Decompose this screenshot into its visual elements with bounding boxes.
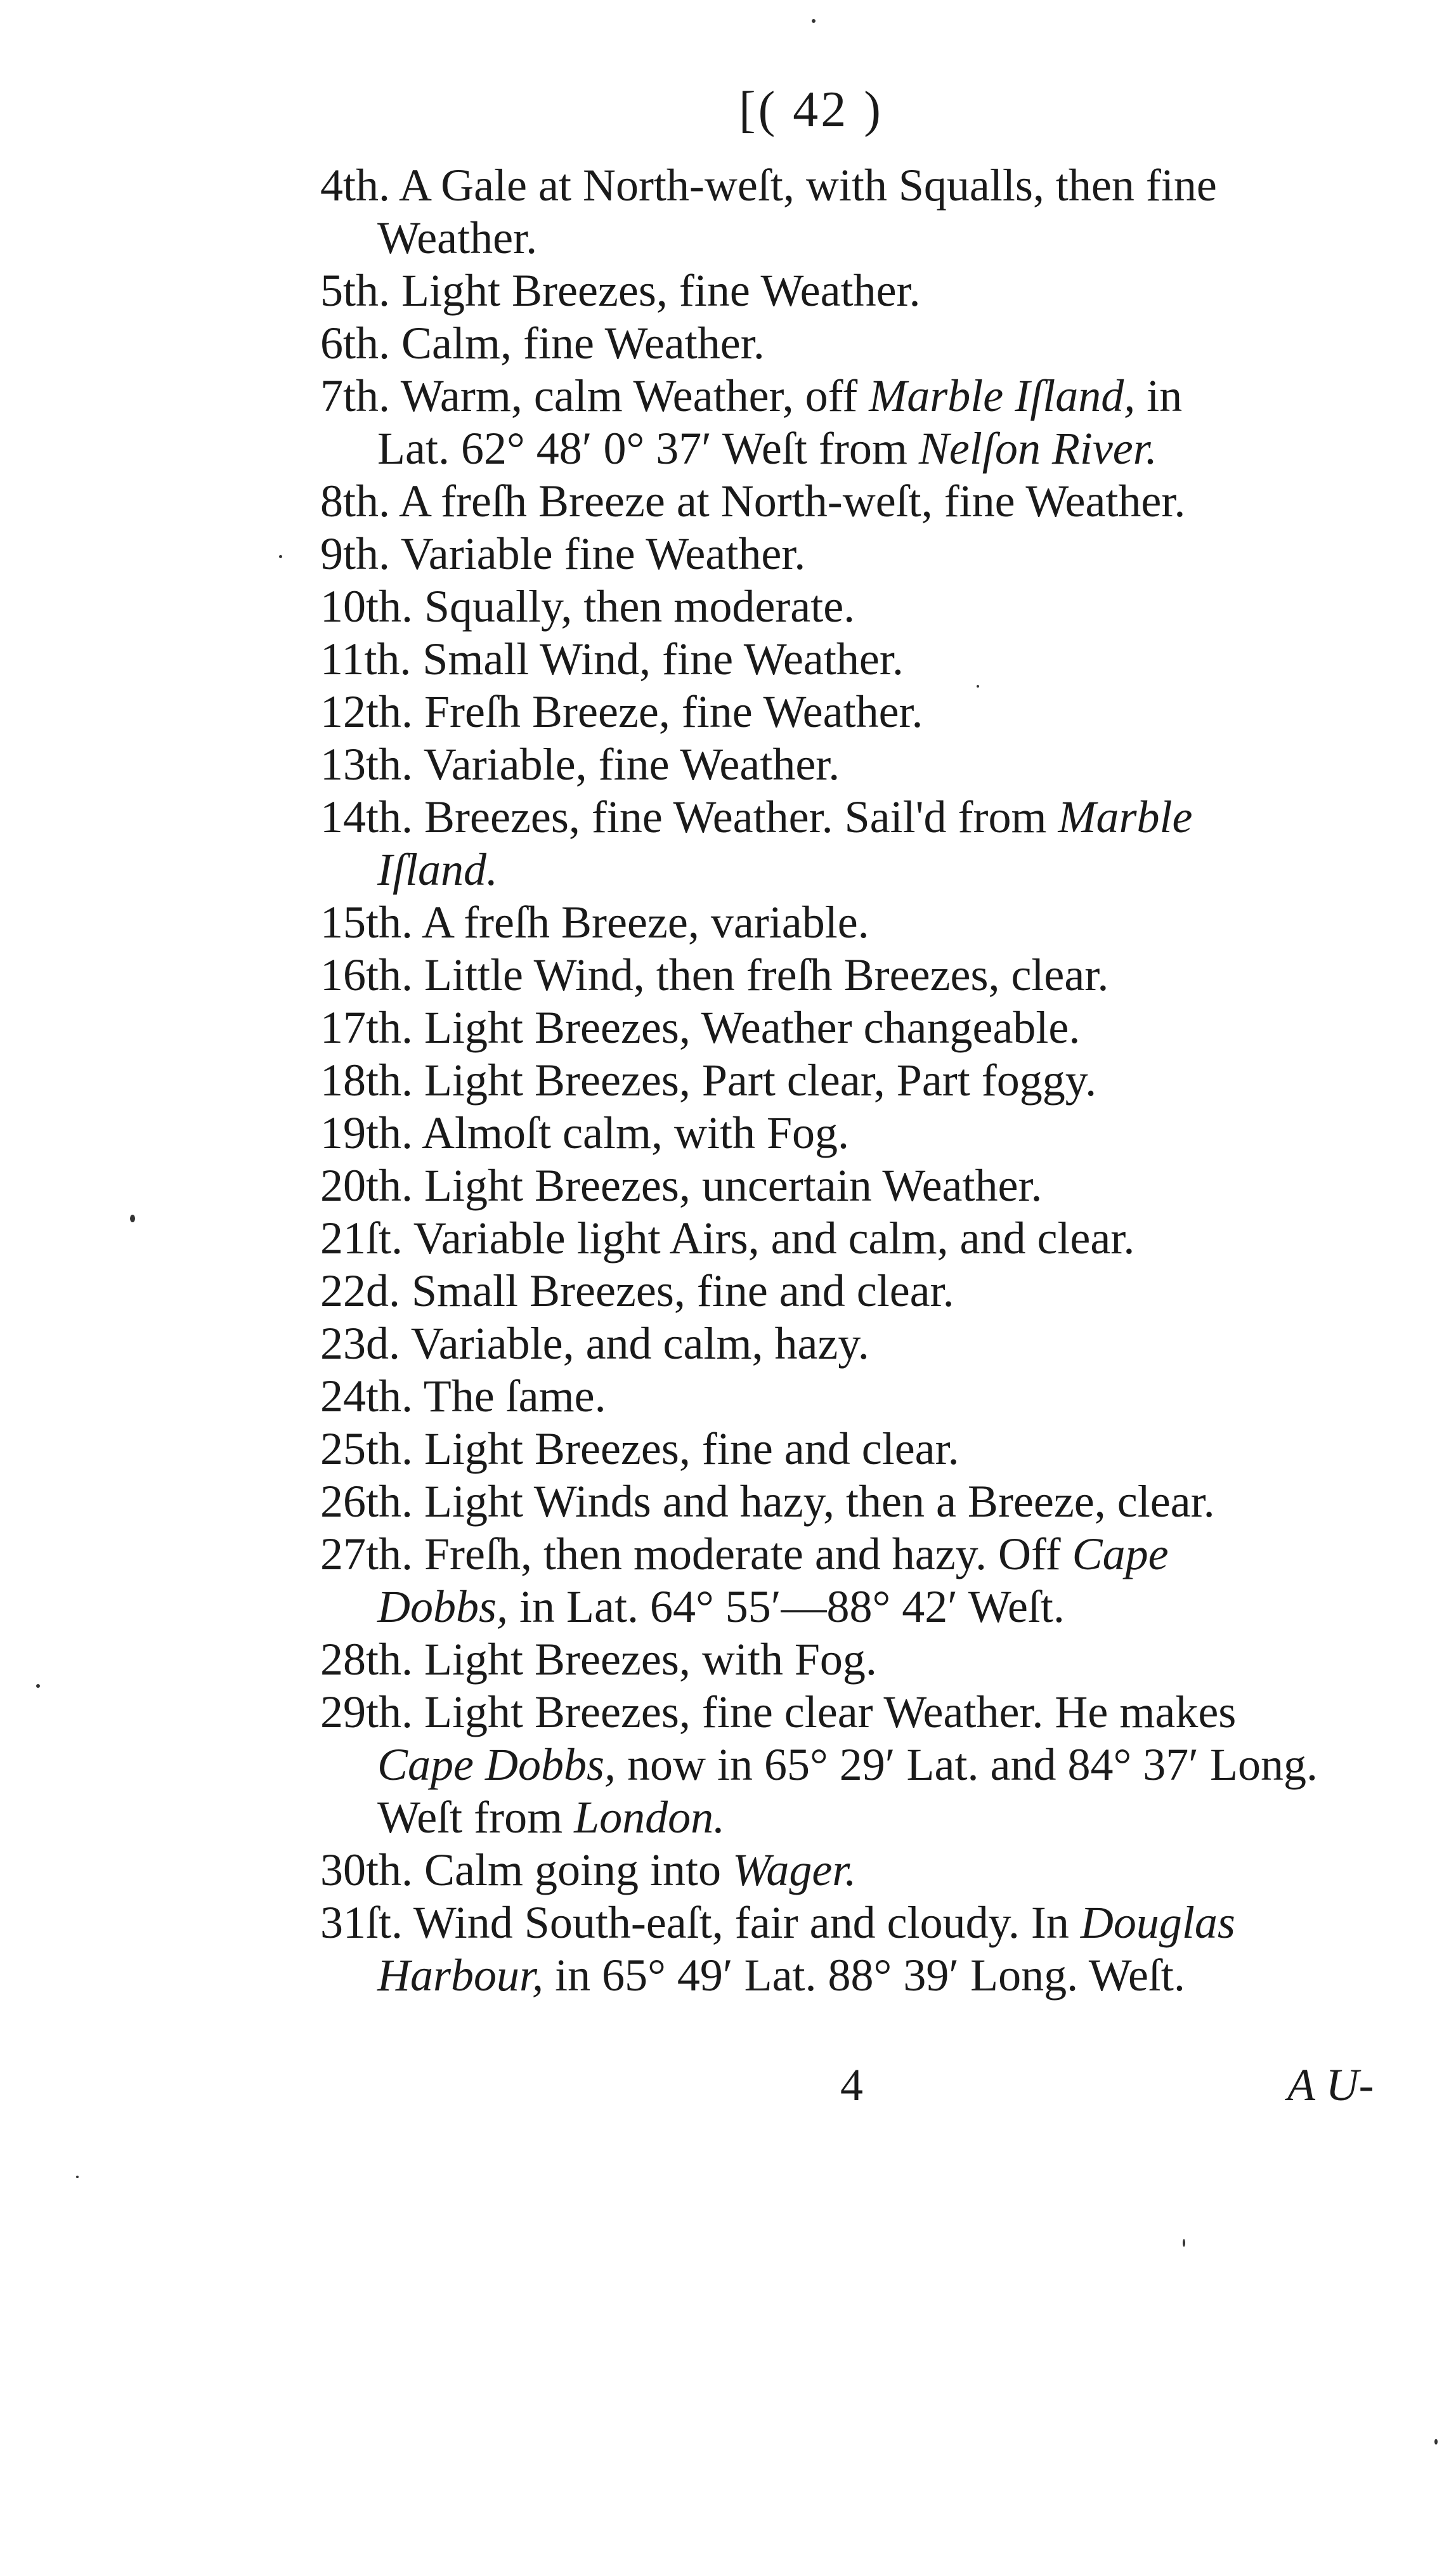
log-day: 25th. [320, 1423, 413, 1474]
log-text: Light Winds and hazy, then a Breeze, clear. [424, 1476, 1215, 1527]
log-line [320, 790, 1192, 844]
log-place-name: Iſland. [377, 844, 498, 895]
log-line [320, 1106, 849, 1159]
log-line [320, 1054, 1096, 1107]
log-day: 15th. [320, 897, 413, 948]
log-text: Weather. [377, 212, 538, 263]
log-text: Warm, calm Weather, off [400, 370, 858, 421]
log-text: Breezes, fine Weather. Sail'd from [424, 792, 1047, 842]
log-place-name: Dobbs, [377, 1581, 509, 1632]
log-place-name: Harbour, [377, 1950, 544, 2001]
log-day: 24th. [320, 1371, 413, 1421]
catchword: A U- [1287, 2060, 1374, 2110]
log-line [377, 843, 498, 896]
log-text: Calm, fine Weather. [401, 318, 765, 369]
log-text: Squally, then moderate. [424, 581, 855, 632]
log-day: 4th. [320, 160, 391, 211]
log-line [377, 422, 1157, 475]
log-line [320, 1317, 869, 1370]
log-text: The ſame. [423, 1371, 606, 1421]
log-line [320, 369, 1182, 422]
ink-speck [977, 685, 979, 688]
log-text: Variable fine Weather. [400, 528, 806, 579]
log-day: 28th. [320, 1634, 413, 1685]
log-text: A freſh Breeze at North-weſt, fine Weather. [399, 476, 1186, 526]
log-text: Freſh, then moderate and hazy. Off [424, 1529, 1061, 1579]
log-line [320, 527, 805, 580]
log-text-after: in [1147, 370, 1183, 421]
log-line [320, 632, 904, 686]
log-day: 7th. [320, 370, 391, 421]
log-line [320, 1369, 606, 1423]
log-place-name: Wager. [732, 1845, 857, 1895]
log-text: Small Wind, fine Weather. [422, 634, 904, 684]
log-place-name: Douglas [1080, 1897, 1235, 1948]
log-line [320, 896, 869, 949]
log-line [320, 1001, 1080, 1054]
log-text: Light Breezes, fine Weather. [401, 265, 921, 316]
log-text: A freſh Breeze, variable. [422, 897, 869, 948]
log-place-name: Nelſon River. [918, 423, 1157, 474]
log-text: Wind South-eaſt, fair and cloudy. In [413, 1897, 1069, 1948]
log-day: 22d. [320, 1265, 400, 1316]
log-text: Variable, fine Weather. [423, 739, 840, 790]
log-line [320, 1475, 1215, 1528]
log-text: Lat. 62° 48′ 0° 37′ Weſt from [377, 423, 907, 474]
log-line [320, 580, 855, 633]
log-text-after: now in 65° 29′ Lat. and 84° 37′ Long. [627, 1739, 1318, 1790]
log-day: 23d. [320, 1318, 400, 1369]
log-line [320, 159, 1217, 212]
log-day: 12th. [320, 686, 413, 737]
log-text: Calm going into [424, 1845, 722, 1895]
ink-speck [279, 555, 282, 558]
log-line [320, 948, 1108, 1002]
log-line [320, 1159, 1042, 1212]
log-line [320, 1527, 1169, 1581]
ink-speck [1434, 2439, 1438, 2445]
log-line [320, 264, 921, 317]
log-text-after: in Lat. 64° 55′—88° 42′ Weſt. [519, 1581, 1065, 1632]
ink-speck [76, 2176, 79, 2178]
log-text: Variable light Airs, and calm, and clear. [413, 1213, 1135, 1264]
log-day: 19th. [320, 1107, 413, 1158]
ink-speck [130, 1215, 135, 1222]
ink-speck [812, 19, 816, 23]
log-day: 6th. [320, 318, 391, 369]
log-line [320, 1264, 954, 1317]
log-text: Small Breezes, fine and clear. [412, 1265, 954, 1316]
log-text: Little Wind, then freſh Breezes, clear. [424, 950, 1109, 1000]
signature-mark: 4 [840, 2060, 863, 2110]
log-text: Light Breezes, Part clear, Part foggy. [424, 1055, 1097, 1106]
log-line [377, 211, 537, 265]
log-line [320, 474, 1185, 528]
log-line [320, 317, 765, 370]
page-number: [( 42 ) [739, 82, 883, 138]
log-line [320, 738, 840, 791]
log-day: 31ſt. [320, 1897, 403, 1948]
log-day: 14th. [320, 792, 413, 842]
log-day: 16th. [320, 950, 413, 1000]
log-day: 11th. [320, 634, 412, 684]
log-day: 29th. [320, 1687, 413, 1737]
log-line [320, 1633, 877, 1686]
log-text: Freſh Breeze, fine Weather. [424, 686, 923, 737]
log-text: A Gale at North-weſt, with Squalls, then fine [399, 160, 1217, 211]
log-line [377, 1949, 1185, 2002]
log-line [320, 1685, 1236, 1739]
log-text-after: in 65° 49′ Lat. 88° 39′ Long. Weſt. [555, 1950, 1185, 2001]
log-day: 13th. [320, 739, 413, 790]
log-line [377, 1580, 1065, 1633]
log-day: 5th. [320, 265, 391, 316]
log-day: 8th. [320, 476, 391, 526]
log-day: 18th. [320, 1055, 413, 1106]
log-day: 30th. [320, 1845, 413, 1895]
log-line [320, 1896, 1235, 1949]
log-line [320, 1212, 1134, 1265]
log-day: 17th. [320, 1002, 413, 1053]
log-day: 20th. [320, 1160, 413, 1211]
log-line [320, 1843, 856, 1897]
log-text: Light Breezes, Weather changeable. [424, 1002, 1081, 1053]
log-day: 10th. [320, 581, 413, 632]
log-day: 21ſt. [320, 1213, 403, 1264]
log-day: 27th. [320, 1529, 413, 1579]
ink-speck [36, 1684, 40, 1688]
log-line [320, 1422, 959, 1475]
log-place-name: London. [574, 1792, 725, 1843]
log-line [377, 1738, 1318, 1791]
log-text: Variable, and calm, hazy. [410, 1318, 869, 1369]
log-place-name: Cape [1072, 1529, 1169, 1579]
log-day: 26th. [320, 1476, 413, 1527]
log-line [377, 1791, 725, 1844]
log-place-name: Marble Iſland, [869, 370, 1136, 421]
log-line [320, 685, 923, 738]
log-text: Light Breezes, fine clear Weather. He makes [424, 1687, 1237, 1737]
log-text: Weſt from [377, 1792, 563, 1843]
log-text: Light Breezes, uncertain Weather. [424, 1160, 1043, 1211]
log-text: Light Breezes, with Fog. [424, 1634, 877, 1685]
log-place-name: Cape Dobbs, [377, 1739, 616, 1790]
log-day: 9th. [320, 528, 391, 579]
ink-speck [1183, 2239, 1185, 2247]
log-text: Light Breezes, fine and clear. [424, 1423, 959, 1474]
log-place-name: Marble [1058, 792, 1193, 842]
log-text: Almoſt calm, with Fog. [422, 1107, 850, 1158]
